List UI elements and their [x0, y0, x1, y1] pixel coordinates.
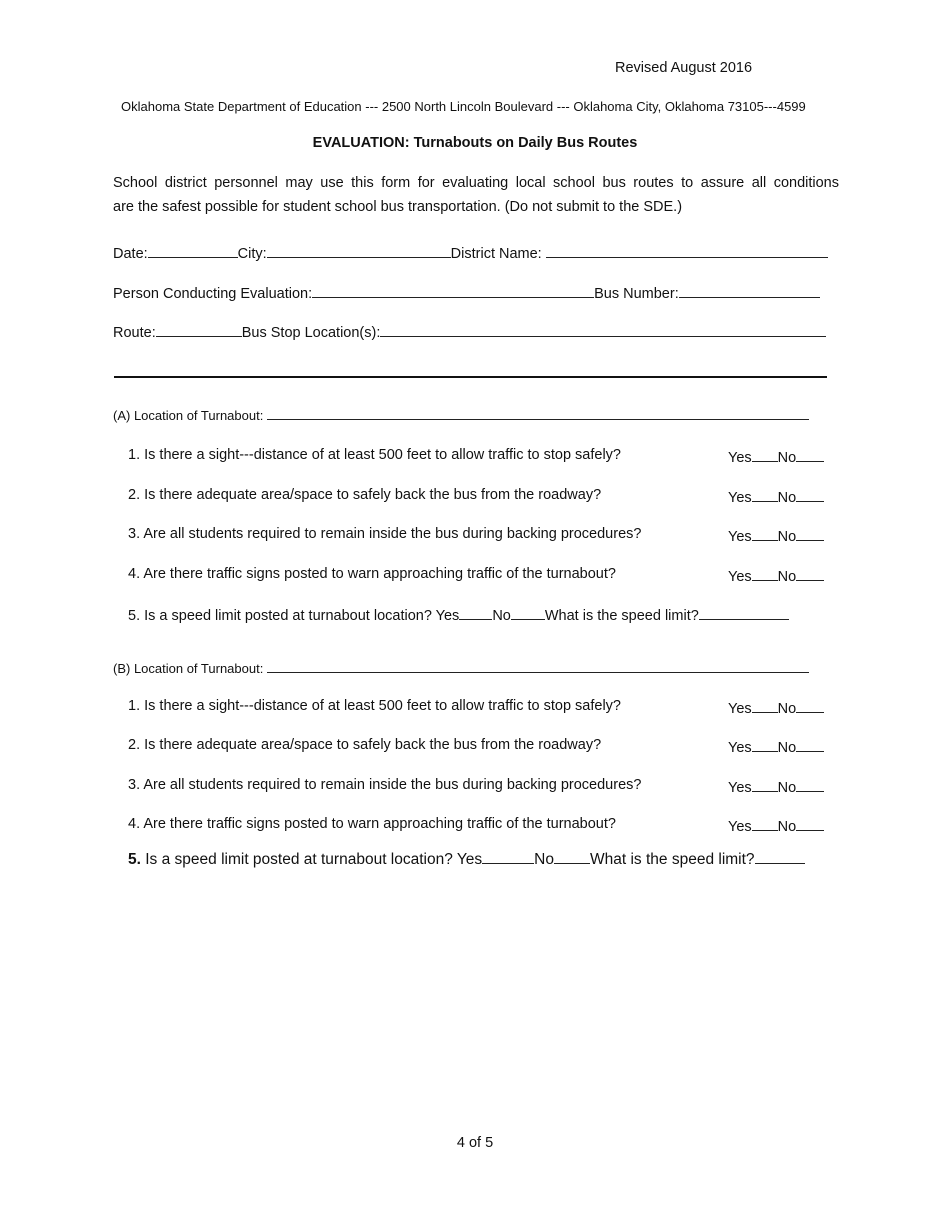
b-no-2-field[interactable] [796, 737, 824, 752]
section-b-location-row [113, 658, 809, 676]
route-row [113, 322, 826, 341]
a-no-2-field[interactable] [796, 487, 824, 502]
section-a-label: (A) Location of Turnabout: [113, 408, 264, 423]
person-label: Person Conducting Evaluation: [113, 286, 313, 302]
b-yes-2-field[interactable] [752, 737, 778, 752]
section-b-location-field[interactable] [267, 658, 809, 673]
bus-stop-label: Bus Stop Location(s): [241, 325, 381, 341]
b-question-4: 4. Are there traffic signs posted to warn approaching traffic of the turnabout? [128, 816, 616, 832]
a-answer-4: Yes No [728, 566, 824, 585]
b-answer-2: Yes No [728, 737, 824, 756]
b-yes-4-field[interactable] [752, 816, 778, 831]
b-no-5-field[interactable] [554, 849, 590, 864]
a-answer-3: Yes No [728, 526, 824, 545]
b-question-3: 3. Are all students required to remain inside the bus during backing procedures? [128, 777, 642, 793]
intro-line-1: School district personnel may use this form for evaluating local school bus routes to assure all conditions [113, 175, 839, 191]
bus-number-field[interactable] [679, 283, 820, 298]
route-field[interactable] [156, 322, 242, 337]
b-yes-3-field[interactable] [752, 777, 778, 792]
date-field[interactable] [148, 243, 238, 258]
city-label: City: [237, 246, 267, 262]
a-question-4: 4. Are there traffic signs posted to warn approaching traffic of the turnabout? [128, 566, 616, 582]
b-question-2: 2. Is there adequate area/space to safely back the bus from the roadway? [128, 737, 602, 753]
agency-address: Oklahoma State Department of Education --- 2500 North Lincoln Boulevard --- Oklahoma City, Oklahoma 73105---4599 [121, 99, 806, 114]
b-answer-3: Yes No [728, 777, 824, 796]
section-divider [114, 376, 827, 378]
b-no-1-field[interactable] [796, 698, 824, 713]
a-question-2: 2. Is there adequate area/space to safely back the bus from the roadway? [128, 487, 602, 503]
a-question-5: 5. Is a speed limit posted at turnabout location? Yes No What is the speed limit? [128, 605, 789, 624]
page-number: 4 of 5 [456, 1135, 494, 1151]
b-no-4-field[interactable] [796, 816, 824, 831]
revised-date: Revised August 2016 [615, 60, 753, 76]
b-question-1: 1. Is there a sight---distance of at least 500 feet to allow traffic to stop safely? [128, 698, 621, 714]
date-row [113, 243, 828, 262]
a-yes-5-field[interactable] [459, 605, 492, 620]
district-label: District Name: [450, 246, 542, 262]
a-answer-1: Yes No [728, 447, 824, 466]
intro-line-2: are the safest possible for student school bus transportation. (Do not submit to the SDE.) [113, 199, 683, 215]
a-yes-1-field[interactable] [752, 447, 778, 462]
b-question-5: 5. Is a speed limit posted at turnabout location? Yes No What is the speed limit? [128, 849, 805, 869]
b-answer-1: Yes No [728, 698, 824, 717]
bus-stop-field[interactable] [380, 322, 826, 337]
a-no-3-field[interactable] [796, 526, 824, 541]
b-no-3-field[interactable] [796, 777, 824, 792]
city-field[interactable] [267, 243, 451, 258]
section-a-location-field[interactable] [267, 405, 809, 420]
a-no-4-field[interactable] [796, 566, 824, 581]
a-yes-3-field[interactable] [752, 526, 778, 541]
a-question-3: 3. Are all students required to remain inside the bus during backing procedures? [128, 526, 642, 542]
a-yes-2-field[interactable] [752, 487, 778, 502]
person-field[interactable] [312, 283, 594, 298]
b-answer-4: Yes No [728, 816, 824, 835]
bus-number-label: Bus Number: [594, 286, 679, 302]
a-no-1-field[interactable] [796, 447, 824, 462]
a-answer-2: Yes No [728, 487, 824, 506]
date-label: Date: [113, 246, 148, 262]
a-speed-limit-field[interactable] [699, 605, 789, 620]
page-title: EVALUATION: Turnabouts on Daily Bus Routes [312, 135, 638, 151]
b-yes-5-field[interactable] [482, 849, 534, 864]
person-row [113, 283, 820, 302]
a-question-1: 1. Is there a sight---distance of at least 500 feet to allow traffic to stop safely? [128, 447, 621, 463]
section-b-label: (B) Location of Turnabout: [113, 661, 264, 676]
district-field[interactable] [546, 243, 828, 258]
b-speed-limit-field[interactable] [755, 849, 805, 864]
a-yes-4-field[interactable] [752, 566, 778, 581]
route-label: Route: [113, 325, 156, 341]
a-no-5-field[interactable] [511, 605, 545, 620]
section-a-location-row [113, 405, 809, 423]
b-yes-1-field[interactable] [752, 698, 778, 713]
